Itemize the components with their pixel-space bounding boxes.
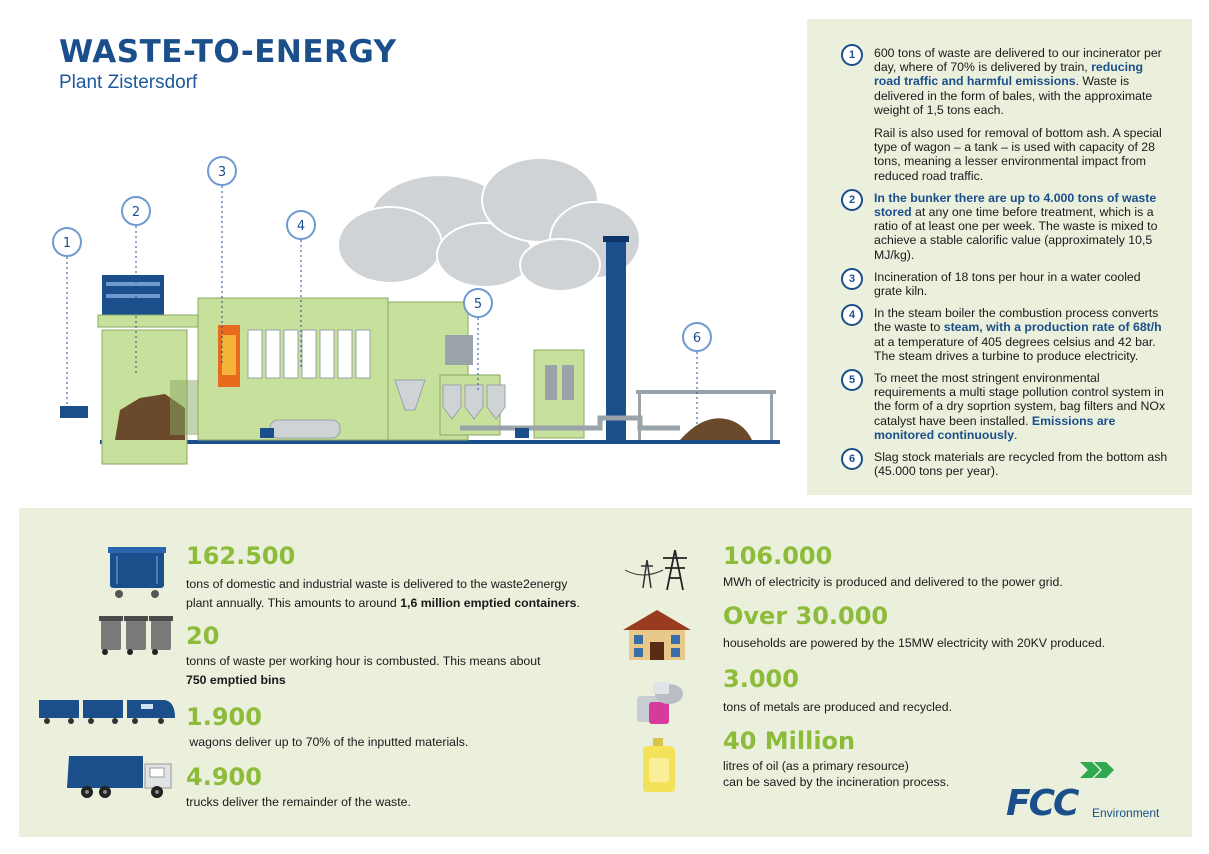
plant-marker-2 xyxy=(122,197,150,225)
waste-bins-icon xyxy=(99,614,173,656)
smoke-clouds xyxy=(338,158,640,291)
stat-wagons-desc: wagons deliver up to 70% of the inputted materials. xyxy=(186,735,469,749)
step-badge-1: 1 xyxy=(841,44,863,66)
train-wagon-icon xyxy=(37,696,177,726)
step-badge-2: 2 xyxy=(841,189,863,211)
metal-cans-icon xyxy=(631,676,689,728)
garbage-truck-icon xyxy=(65,752,177,800)
svg-text:FCC: FCC xyxy=(1006,783,1078,820)
stat-wagons: 1.900 xyxy=(186,703,262,731)
stat-hourly-waste-desc: tonns of waste per working hour is combusted. This means about 750 emptied bins xyxy=(186,654,541,687)
stat-oil-desc: litres of oil (as a primary resource) can be saved by the incineration process. xyxy=(723,759,950,789)
info-item-3: 3 Incineration of 18 tons per hour in a water cooled grate kiln. xyxy=(807,270,1192,298)
svg-text:2: 2 xyxy=(131,205,141,220)
svg-text:Environment: Environment xyxy=(1092,806,1160,820)
step-badge-6: 6 xyxy=(841,448,863,470)
svg-text:1: 1 xyxy=(62,236,72,251)
plant-marker-1 xyxy=(53,228,81,256)
step-badge-4: 4 xyxy=(841,304,863,326)
stat-trucks: 4.900 xyxy=(186,763,262,791)
step-badge-3: 3 xyxy=(841,268,863,290)
process-info-panel xyxy=(807,19,1192,495)
svg-text:4: 4 xyxy=(296,219,306,234)
info-item-5: 5 To meet the most stringent environmental requirements a multi stage pollution control system in the form of a dry soprtion system, bag filters and NOx catalyst have been installed. Emissions are monitored continuously. xyxy=(807,371,1192,442)
svg-text:3: 3 xyxy=(217,165,227,180)
plant-illustration xyxy=(40,150,785,480)
plant-marker-3 xyxy=(208,157,236,185)
info-item-4: 4 In the steam boiler the combustion process converts the waste to steam, with a production rate of 68t/h at a temperature of 405 degrees celsius and 42 bar. The steam drives a turbine to produce electricity. xyxy=(807,306,1192,363)
stat-electricity: 106.000 xyxy=(723,542,833,570)
info-item-2: 2 In the bunker there are up to 4.000 tons of waste stored at any one time before treatment, which is a ratio of at least one per week. The waste is mixed to achieve a stable calorific value (approximately 10,5 MJ/kg). xyxy=(807,191,1192,262)
stat-metals-desc: tons of metals are produced and recycled. xyxy=(723,700,952,714)
svg-text:5: 5 xyxy=(473,297,483,312)
stat-annual-waste: 162.500 xyxy=(186,542,296,570)
stat-electricity-desc: MWh of electricity is produced and delivered to the power grid. xyxy=(723,575,1063,589)
svg-text:6: 6 xyxy=(692,331,702,346)
info-item-1 xyxy=(807,46,1192,183)
page-subtitle: Plant Zistersdorf xyxy=(59,72,198,93)
page-title: WASTE-TO-ENERGY xyxy=(59,34,397,70)
fcc-environment-logo xyxy=(1006,760,1171,825)
plant-marker-6 xyxy=(683,323,711,351)
stat-metals: 3.000 xyxy=(723,665,799,693)
stat-households: Over 30.000 xyxy=(723,602,889,630)
info-1-paragraph-1: 600 tons of waste are delivered to our incinerator per day, where of 70% is delivered by train, reducing road traffic and harmful emissions. Waste is delivered in the form of bales, with the approximate weight of 1,5 tons each. xyxy=(874,46,1162,117)
stat-oil: 40 Million xyxy=(723,727,856,755)
house-icon xyxy=(621,608,693,662)
waste-container-icon xyxy=(107,544,167,600)
oil-canister-icon xyxy=(639,736,679,794)
plant-marker-4 xyxy=(287,211,315,239)
step-badge-5: 5 xyxy=(841,369,863,391)
stat-trucks-desc: trucks deliver the remainder of the waste. xyxy=(186,795,411,809)
info-item-6: 6 Slag stock materials are recycled from the bottom ash (45.000 tons per year). xyxy=(807,450,1192,478)
stat-hourly-waste: 20 xyxy=(186,622,220,650)
info-1-paragraph-2: Rail is also used for removal of bottom ash. A special type of wagon – a tank – is used with capacity of 28 tons, meaning a lesser environmental impact from reduced road traffic. xyxy=(874,126,1162,183)
stat-households-desc: households are powered by the 15MW electricity with 20KV produced. xyxy=(723,636,1106,650)
stat-annual-waste-desc: tons of domestic and industrial waste is delivered to the waste2energy plant annually. This amounts to around 1,6 million emptied containers. xyxy=(186,577,580,610)
plant-marker-5 xyxy=(464,289,492,317)
power-pylon-icon xyxy=(623,548,693,592)
